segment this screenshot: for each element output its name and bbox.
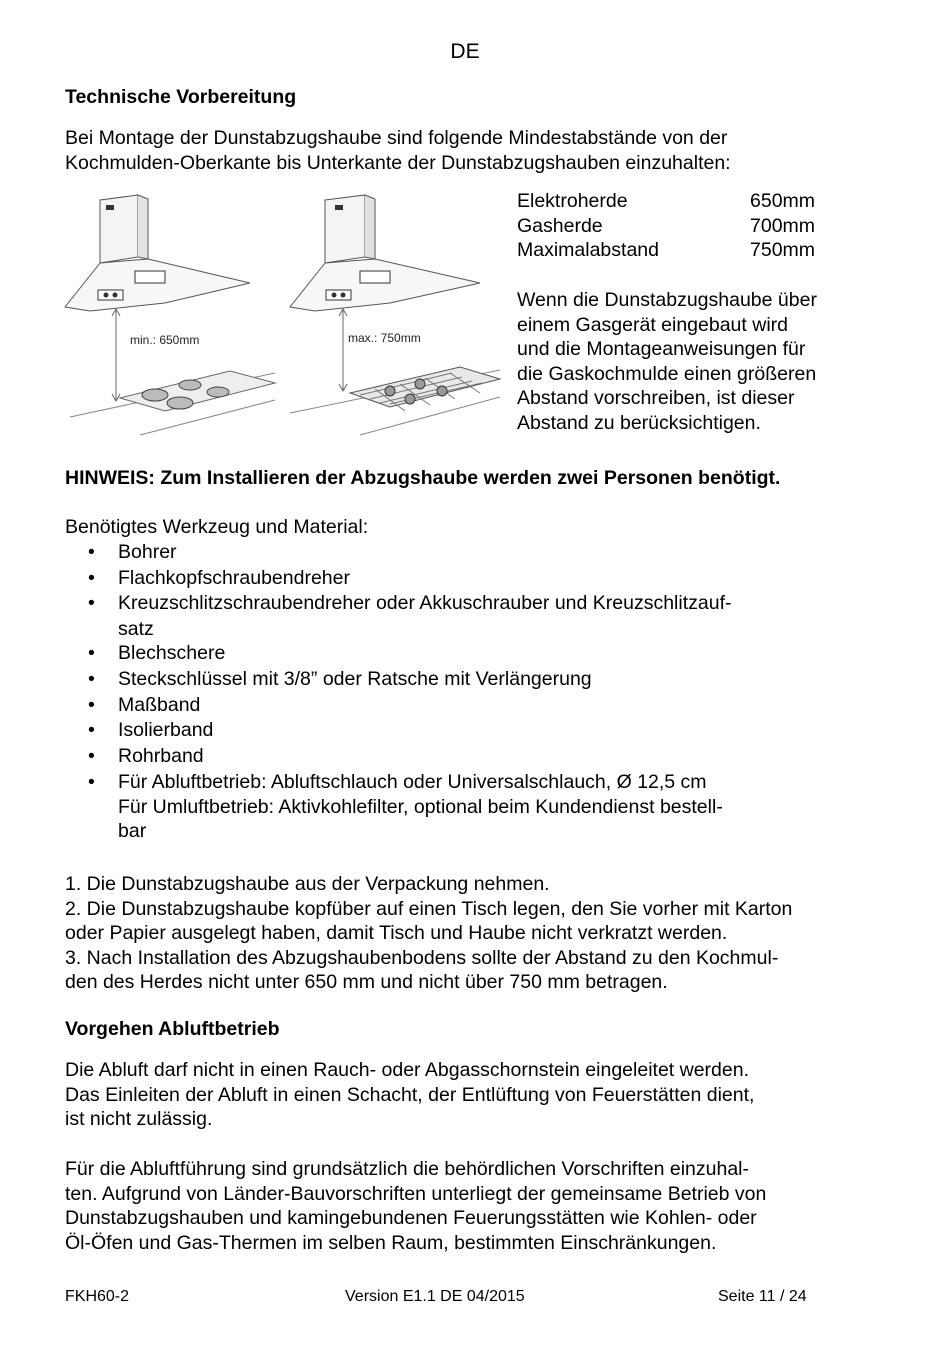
abluft-paragraph-2 [65,1157,895,1255]
list-item-text: bar [118,820,147,843]
gas-note-line: Abstand vorschreiben, ist dieser [517,387,795,409]
gas-note-line: die Gaskochmulde einen größeren [517,362,817,385]
bullet-icon: • [88,566,95,589]
min-distance-label: min.: 650mm [130,333,200,347]
distance-row [517,238,815,263]
step-text: den des Herdes nicht unter 650 mm und nicht über 750 mm betragen. [65,971,668,993]
tools-list [0,540,820,843]
abluft-paragraph-1 [65,1058,895,1132]
paragraph-line: Die Abluft darf nicht in einen Rauch- oder Abgasschornstein eingeleitet werden. [65,1059,750,1081]
paragraph-line: Das Einleiten der Abluft in einen Schacht, der Entlüftung von Feuerstätten dient, [65,1083,755,1106]
bullet-icon: • [88,770,95,793]
step-text: 1. Die Dunstabzugshaube aus der Verpackung nehmen. [65,873,550,895]
footer-page-number: Seite 11 / 24 [718,1288,807,1305]
section-title-technische-vorbereitung: Technische Vorbereitung [65,86,297,108]
distance-row [517,214,815,239]
distance-table [517,189,815,263]
list-item [0,744,820,770]
list-item [0,540,820,566]
tools-title: Benötigtes Werkzeug und Material: [65,516,369,538]
distance-label: Elektroherde [517,190,628,212]
list-item [0,693,820,719]
bullet-icon: • [88,642,95,665]
intro-paragraph [65,126,895,175]
steps-list [65,872,885,995]
list-item-text: Kreuzschlitzschraubendreher oder Akkuschrauber und Kreuzschlitzauf- [118,592,732,615]
step-text: 2. Die Dunstabzugshaube kopfüber auf einen Tisch legen, den Sie vorher mit Karton [65,897,793,920]
bullet-icon: • [88,744,95,767]
hinweis-note: HINWEIS: Zum Installieren der Abzugshaube werden zwei Personen benötigt. [65,467,781,489]
list-item [0,591,820,641]
hood-gas-figure [290,195,500,435]
bullet-icon: • [88,693,95,716]
list-item-text: Steckschlüssel mit 3/8” oder Ratsche mit Verlängerung [118,667,592,690]
paragraph-line: ten. Aufgrund von Länder-Bauvorschriften unterliegt der gemeinsame Betrieb von [65,1182,767,1205]
max-distance-label: max.: 750mm [348,331,421,345]
step-text: 3. Nach Installation des Abzugshaubenbodens sollte der Abstand zu den Kochmul- [65,946,779,969]
language-label: DE [450,40,480,63]
list-item-text: Isolierband [118,719,214,742]
bullet-icon: • [88,667,95,690]
gas-note-line: und die Montageanweisungen für [517,338,806,360]
list-item-text: Blechschere [118,642,226,665]
gas-note-line: Abstand zu berücksichtigen. [517,411,761,434]
paragraph-line: ist nicht zulässig. [65,1108,213,1130]
step-item [65,897,885,946]
gas-note-line: Wenn die Dunstabzugshaube über [517,289,817,311]
gas-note-paragraph [517,288,887,435]
bullet-icon: • [88,592,95,615]
hood-distance-illustration [60,185,510,450]
footer-version: Version E1.1 DE 04/2015 [345,1288,525,1305]
step-text: oder Papier ausgelegt haben, damit Tisch und Haube nicht verkratzt werden. [65,922,728,944]
step-item [65,946,885,995]
list-item-text: Rohrband [118,744,204,767]
intro-line: Bei Montage der Dunstabzugshaube sind folgende Mindestabstände von der [65,127,728,149]
paragraph-line: Öl-Öfen und Gas-Thermen im selben Raum, bestimmten Einschränkungen. [65,1231,717,1254]
hood-electric-figure [65,195,275,435]
list-item-text: Flachkopfschraubendreher [118,566,350,589]
step-item [65,872,885,897]
distance-label: Gasherde [517,214,603,237]
list-item [0,770,820,844]
list-item [0,566,820,592]
hood-illustration-svg [60,185,510,450]
bullet-icon: • [88,541,95,563]
distance-value: 700mm [750,214,816,237]
distance-label: Maximalabstand [517,239,659,261]
intro-line: Kochmulden-Oberkante bis Unterkante der Dunstabzugshauben einzuhalten: [65,151,731,174]
list-item-text: Für Umluftbetrieb: Aktivkohlefilter, optional beim Kundendienst bestell- [118,796,723,819]
list-item-text: satz [118,618,154,641]
list-item [0,718,820,744]
footer-model: FKH60-2 [65,1288,130,1305]
gas-note-line: einem Gasgerät eingebaut wird [517,313,788,336]
paragraph-line: Für die Abluftführung sind grundsätzlich die behördlichen Vorschriften einzuhal- [65,1158,749,1180]
section-title-vorgehen-abluftbetrieb: Vorgehen Abluftbetrieb [65,1018,280,1040]
distance-value: 650mm [750,190,816,212]
distance-row [517,189,815,214]
distance-value: 750mm [750,239,816,261]
list-item-text: Für Abluftbetrieb: Abluftschlauch oder Universalschlauch, Ø 12,5 cm [118,770,707,793]
list-item-text: Maßband [118,693,201,716]
bullet-icon: • [88,719,95,742]
list-item [0,641,820,667]
paragraph-line: Dunstabzugshauben und kamingebundenen Feuerungsstätten wie Kohlen- oder [65,1207,757,1229]
list-item [0,667,820,693]
list-item-text: Bohrer [118,541,177,563]
